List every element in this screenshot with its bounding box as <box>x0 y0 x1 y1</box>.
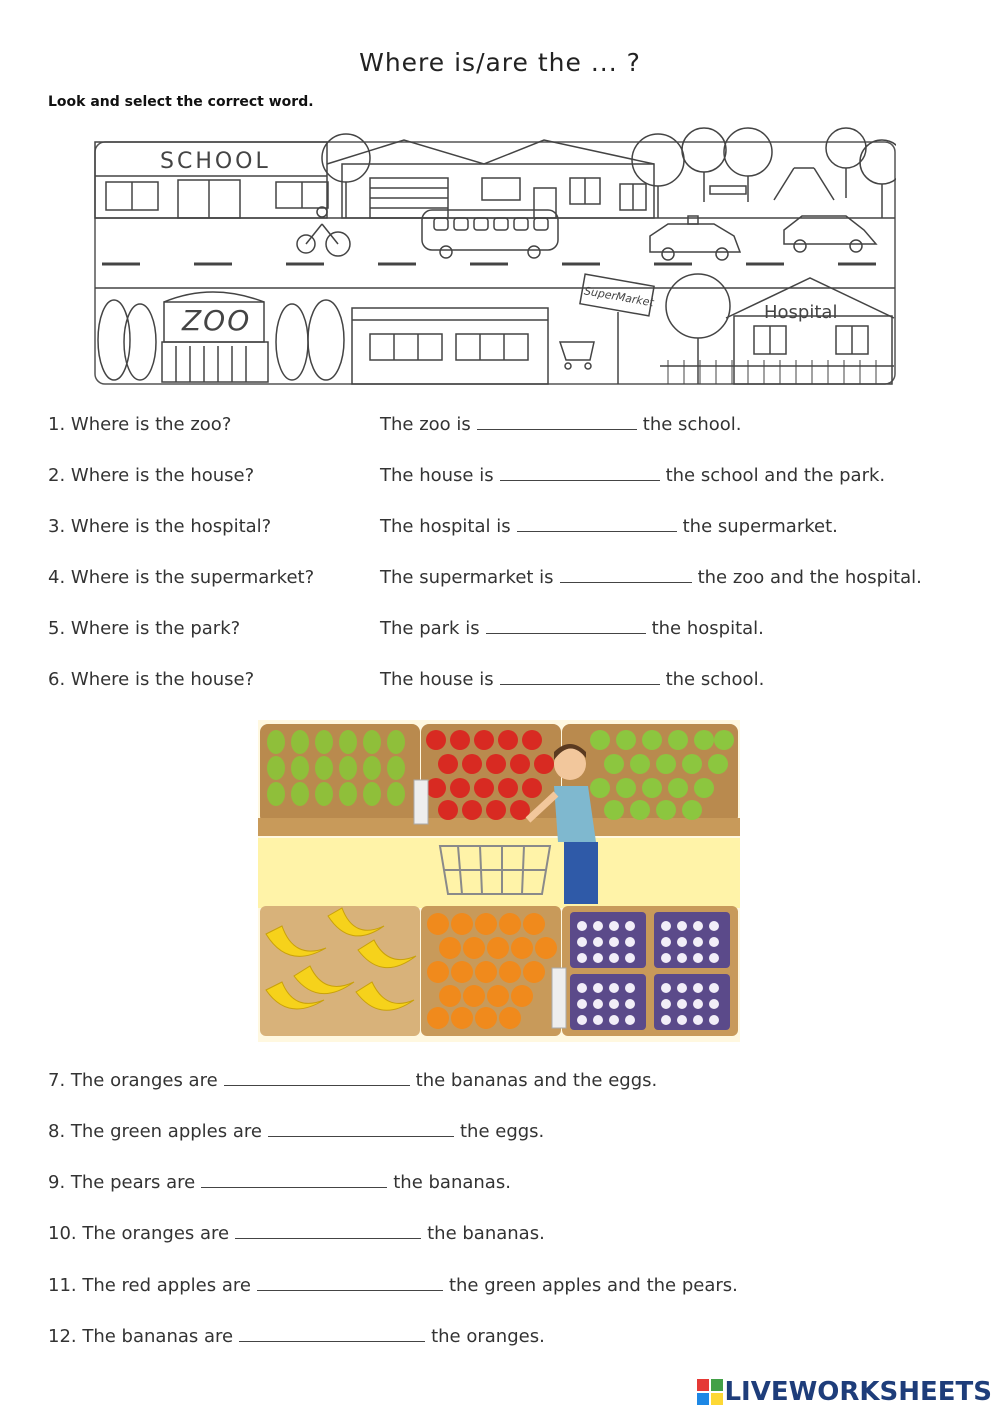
sentence-7-after: the bananas and the eggs. <box>415 1070 658 1091</box>
answer-4-blank[interactable] <box>560 568 692 583</box>
answer-2-before: The house is <box>380 465 494 486</box>
sentence-9-after: the bananas. <box>393 1172 511 1193</box>
answer-3 <box>380 516 838 537</box>
question-6: 6. Where is the house? <box>48 669 255 690</box>
answer-2-blank[interactable] <box>500 466 660 481</box>
answer-5 <box>380 618 764 639</box>
answer-5-blank[interactable] <box>486 619 646 634</box>
sentence-8-after: the eggs. <box>459 1121 545 1142</box>
sentence-10-after: the bananas. <box>427 1223 545 1244</box>
answer-1 <box>380 414 741 435</box>
logo-icon <box>696 1378 724 1406</box>
answer-2 <box>380 465 885 486</box>
logo-text: LIVEWORKSHEETS <box>724 1377 992 1407</box>
answer-5-after: the hospital. <box>651 618 764 639</box>
answer-4 <box>380 567 922 588</box>
sentence-7 <box>48 1070 657 1091</box>
sentence-11-after: the green apples and the pears. <box>448 1275 738 1296</box>
sentence-7-before: 7. The oranges are <box>48 1070 218 1091</box>
sentence-8-before: 8. The green apples are <box>48 1121 262 1142</box>
sentence-12-after: the oranges. <box>431 1326 545 1347</box>
sentence-12 <box>48 1326 545 1347</box>
liveworksheets-logo[interactable] <box>696 1377 992 1407</box>
sentence-8-blank[interactable] <box>268 1122 454 1137</box>
instruction: Look and select the correct word. <box>48 94 314 110</box>
sentence-12-before: 12. The bananas are <box>48 1326 234 1347</box>
question-3: 3. Where is the hospital? <box>48 516 272 537</box>
sentence-9 <box>48 1172 511 1193</box>
sentence-9-before: 9. The pears are <box>48 1172 196 1193</box>
answer-6-before: The house is <box>380 669 494 690</box>
school-sign: SCHOOL <box>160 149 271 174</box>
answer-6 <box>380 669 764 690</box>
answer-5-before: The park is <box>380 618 480 639</box>
sentence-11 <box>48 1275 738 1296</box>
sentence-11-before: 11. The red apples are <box>48 1275 251 1296</box>
page-title: Where is/are the ... ? <box>359 48 641 77</box>
sentence-12-blank[interactable] <box>239 1327 425 1342</box>
answer-4-after: the zoo and the hospital. <box>697 567 922 588</box>
hospital-sign: Hospital <box>764 302 838 323</box>
sentence-10-before: 10. The oranges are <box>48 1223 230 1244</box>
answer-4-before: The supermarket is <box>380 567 554 588</box>
answer-6-blank[interactable] <box>500 670 660 685</box>
zoo-sign: ZOO <box>182 304 252 337</box>
supermarket-sign: SuperMarket <box>583 284 655 310</box>
answer-3-blank[interactable] <box>517 517 677 532</box>
sentence-11-blank[interactable] <box>257 1276 443 1291</box>
town-illustration <box>94 120 896 386</box>
sentence-7-blank[interactable] <box>224 1071 410 1086</box>
question-2: 2. Where is the house? <box>48 465 255 486</box>
answer-3-before: The hospital is <box>380 516 511 537</box>
answer-6-after: the school. <box>665 669 765 690</box>
answer-1-after: the school. <box>642 414 742 435</box>
question-1: 1. Where is the zoo? <box>48 414 232 435</box>
answer-3-after: the supermarket. <box>682 516 838 537</box>
answer-2-after: the school and the park. <box>665 465 886 486</box>
answer-1-before: The zoo is <box>380 414 471 435</box>
sentence-8 <box>48 1121 544 1142</box>
sentence-10 <box>48 1223 545 1244</box>
question-4: 4. Where is the supermarket? <box>48 567 315 588</box>
answer-1-blank[interactable] <box>477 415 637 430</box>
question-5: 5. Where is the park? <box>48 618 241 639</box>
sentence-9-blank[interactable] <box>201 1173 387 1188</box>
market-illustration <box>258 720 740 1042</box>
sentence-10-blank[interactable] <box>235 1224 421 1239</box>
